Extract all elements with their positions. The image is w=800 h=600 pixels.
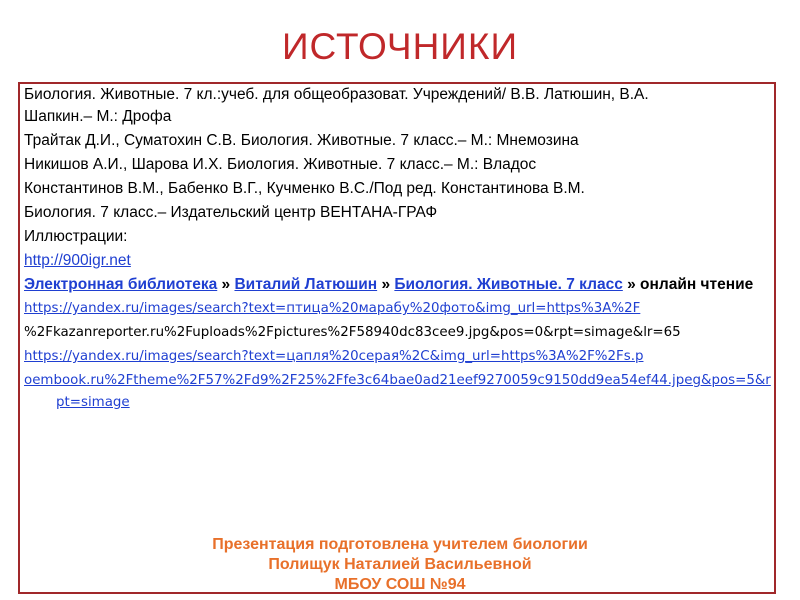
author-credit-line: МБОУ СОШ №94: [334, 576, 466, 593]
breadcrumb-separator: »: [217, 276, 235, 293]
source-item: Трайтак Д.И., Суматохин С.В. Биология. Животные. 7 класс.– М.: Мнемозина: [24, 132, 579, 149]
author-credit-line: Полищук Наталией Васильевной: [268, 556, 532, 573]
breadcrumb-author-link[interactable]: Виталий Латюшин: [234, 276, 378, 293]
image-url-2-link[interactable]: https://yandex.ru/images/search?text=цапля%20серая%2C&img_url=https%3A%2F%2Fs.p: [24, 349, 644, 364]
sources-list: [24, 84, 772, 416]
breadcrumb-separator: »: [377, 276, 395, 293]
author-credit: [0, 535, 800, 595]
source-item: Биология. 7 класс.– Издательский центр ВЕНТАНА-ГРАФ: [24, 204, 438, 221]
image-url-1: [24, 298, 772, 320]
source-item: Биология. Животные. 7 кл.:учеб. для общеобразоват. Учреждений/ В.В. Латюшин, В.А.: [24, 86, 649, 103]
breadcrumb: [24, 274, 772, 296]
site-link-row: [24, 250, 772, 272]
image-url-1-link[interactable]: https://yandex.ru/images/search?text=птица%20марабу%20фото&img_url=https%3A%2F: [24, 301, 641, 316]
image-url-2-continued: [24, 370, 772, 414]
breadcrumb-book-link[interactable]: Биология. Животные. 7 класс: [394, 276, 623, 293]
breadcrumb-tail: » онлайн чтение: [622, 276, 754, 293]
image-url-2: [24, 346, 772, 368]
author-credit-line: Презентация подготовлена учителем биологии: [212, 536, 588, 553]
image-url-1-continued: %2Fkazanreporter.ru%2Fuploads%2Fpictures%2F58940dc83cee9.jpg&pos=0&rpt=simage&lr=65: [24, 325, 681, 340]
image-url-2-continued-link[interactable]: oembook.ru%2Ftheme%2F57%2Fd9%2F25%2Ffe3c64bae0ad21eef9270059c9150dd9ea54ef44.jpeg&pos=5&rpt=simage: [24, 373, 771, 410]
illustrations-label: Иллюстрации:: [24, 228, 128, 245]
source-item: Константинов В.М., Бабенко В.Г., Кучменко В.С./Под ред. Константинова В.М.: [24, 180, 585, 197]
source-item: Никишов А.И., Шарова И.Х. Биология. Животные. 7 класс.– М.: Владос: [24, 156, 537, 173]
site-link[interactable]: http://900igr.net: [24, 252, 131, 269]
breadcrumb-library-link[interactable]: Электронная библиотека: [24, 276, 218, 293]
page-title: ИСТОЧНИКИ: [281, 26, 519, 67]
source-item: Шапкин.– М.: Дрофа: [24, 108, 172, 125]
